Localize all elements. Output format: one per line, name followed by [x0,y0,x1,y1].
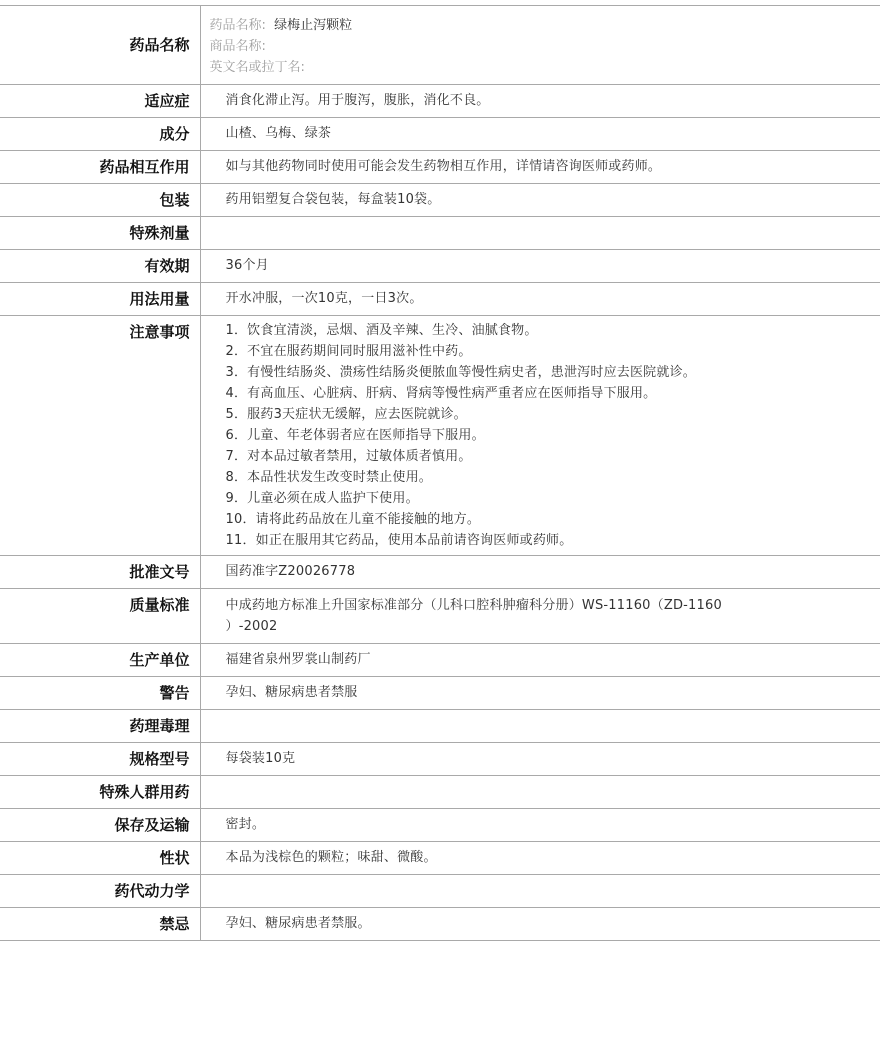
precaution-item: 7．对本品过敏者禁用，过敏体质者慎用。 [225,449,472,464]
row-packaging [0,184,880,217]
row-spec [0,743,880,776]
precaution-item: 4．有高血压、心脏病、肝病、肾病等慢性病严重者应在医师指导下服用。 [225,386,657,401]
value-storage: 密封。 [200,809,880,842]
row-expiry [0,250,880,283]
row-usage [0,283,880,316]
label-indication: 适应症 [0,85,200,118]
label-ingredients: 成分 [0,118,200,151]
row-quality [0,589,880,644]
row-manufacturer [0,644,880,677]
label-packaging: 包装 [0,184,200,217]
row-appearance [0,842,880,875]
precaution-item: 11．如正在服用其它药品，使用本品前请咨询医师或药师。 [225,533,573,548]
value-pharmacokinetics [200,875,880,908]
row-special-dose [0,217,880,250]
label-manufacturer: 生产单位 [0,644,200,677]
row-drug-name [0,6,880,85]
precaution-item: 1．饮食宜清淡，忌烟、酒及辛辣、生冷、油腻食物。 [225,323,538,338]
label-appearance: 性状 [0,842,200,875]
label-quality: 质量标准 [0,589,200,644]
value-indication: 消食化滞止泻。用于腹泻，腹胀，消化不良。 [200,85,880,118]
precaution-item: 9．儿童必须在成人监护下使用。 [225,491,419,506]
row-precautions [0,316,880,556]
label-drug-name: 药品名称 [0,6,200,85]
value-packaging: 药用铝塑复合袋包装，每盒装10袋。 [200,184,880,217]
english-name-line: 英文名或拉丁名: [209,60,305,75]
row-ingredients [0,118,880,151]
drug-name-cell [200,6,880,85]
label-special-groups: 特殊人群用药 [0,776,200,809]
row-special-groups [0,776,880,809]
label-expiry: 有效期 [0,250,200,283]
value-approval: 国药准字Z20026778 [200,556,880,589]
value-quality [200,589,880,644]
precaution-item: 10．请将此药品放在儿童不能接触的地方。 [225,512,481,527]
row-indication [0,85,880,118]
value-appearance: 本品为浅棕色的颗粒；味甜、微酸。 [200,842,880,875]
row-warning [0,677,880,710]
label-precautions: 注意事项 [0,316,200,556]
precaution-item: 2．不宜在服药期间同时服用滋补性中药。 [225,344,472,359]
row-contraindications [0,908,880,941]
label-special-dose: 特殊剂量 [0,217,200,250]
value-special-groups [200,776,880,809]
label-pharmacology: 药理毒理 [0,710,200,743]
row-pharmacokinetics [0,875,880,908]
quality-line-1: 中成药地方标准上升国家标准部分（儿科口腔科肿瘤科分册）WS-11160（ZD-1160 [225,598,722,613]
precaution-item: 6．儿童、年老体弱者应在医师指导下服用。 [225,428,485,443]
value-usage: 开水冲服，一次10克，一日3次。 [200,283,880,316]
value-contraindications: 孕妇、糖尿病患者禁服。 [200,908,880,941]
generic-name-line [210,15,880,36]
label-pharmacokinetics: 药代动力学 [0,875,200,908]
trade-name-line: 商品名称: [209,39,266,54]
generic-name-value: 绿梅止泻颗粒 [274,18,353,33]
value-pharmacology [200,710,880,743]
label-interactions: 药品相互作用 [0,151,200,184]
row-interactions [0,151,880,184]
precaution-item: 3．有慢性结肠炎、溃疡性结肠炎便脓血等慢性病史者，患泄泻时应去医院就诊。 [225,365,696,380]
label-warning: 警告 [0,677,200,710]
value-warning: 孕妇、糖尿病患者禁服 [200,677,880,710]
value-expiry: 36个月 [200,250,880,283]
precaution-item: 5．服药3天症状无缓解，应去医院就诊。 [225,407,467,422]
row-storage [0,809,880,842]
quality-line-2: ）-2002 [225,619,278,634]
label-spec: 规格型号 [0,743,200,776]
label-storage: 保存及运输 [0,809,200,842]
value-interactions: 如与其他药物同时使用可能会发生药物相互作用，详情请咨询医师或药师。 [200,151,880,184]
label-contraindications: 禁忌 [0,908,200,941]
precaution-item: 8．本品性状发生改变时禁止使用。 [225,470,432,485]
label-usage: 用法用量 [0,283,200,316]
row-pharmacology [0,710,880,743]
value-special-dose [200,217,880,250]
value-spec: 每袋装10克 [200,743,880,776]
generic-name-prefix: 药品名称: [209,18,266,33]
drug-spec-table [0,5,880,941]
value-ingredients: 山楂、乌梅、绿茶 [200,118,880,151]
value-precautions [200,316,880,556]
row-approval [0,556,880,589]
value-manufacturer: 福建省泉州罗裳山制药厂 [200,644,880,677]
label-approval: 批准文号 [0,556,200,589]
